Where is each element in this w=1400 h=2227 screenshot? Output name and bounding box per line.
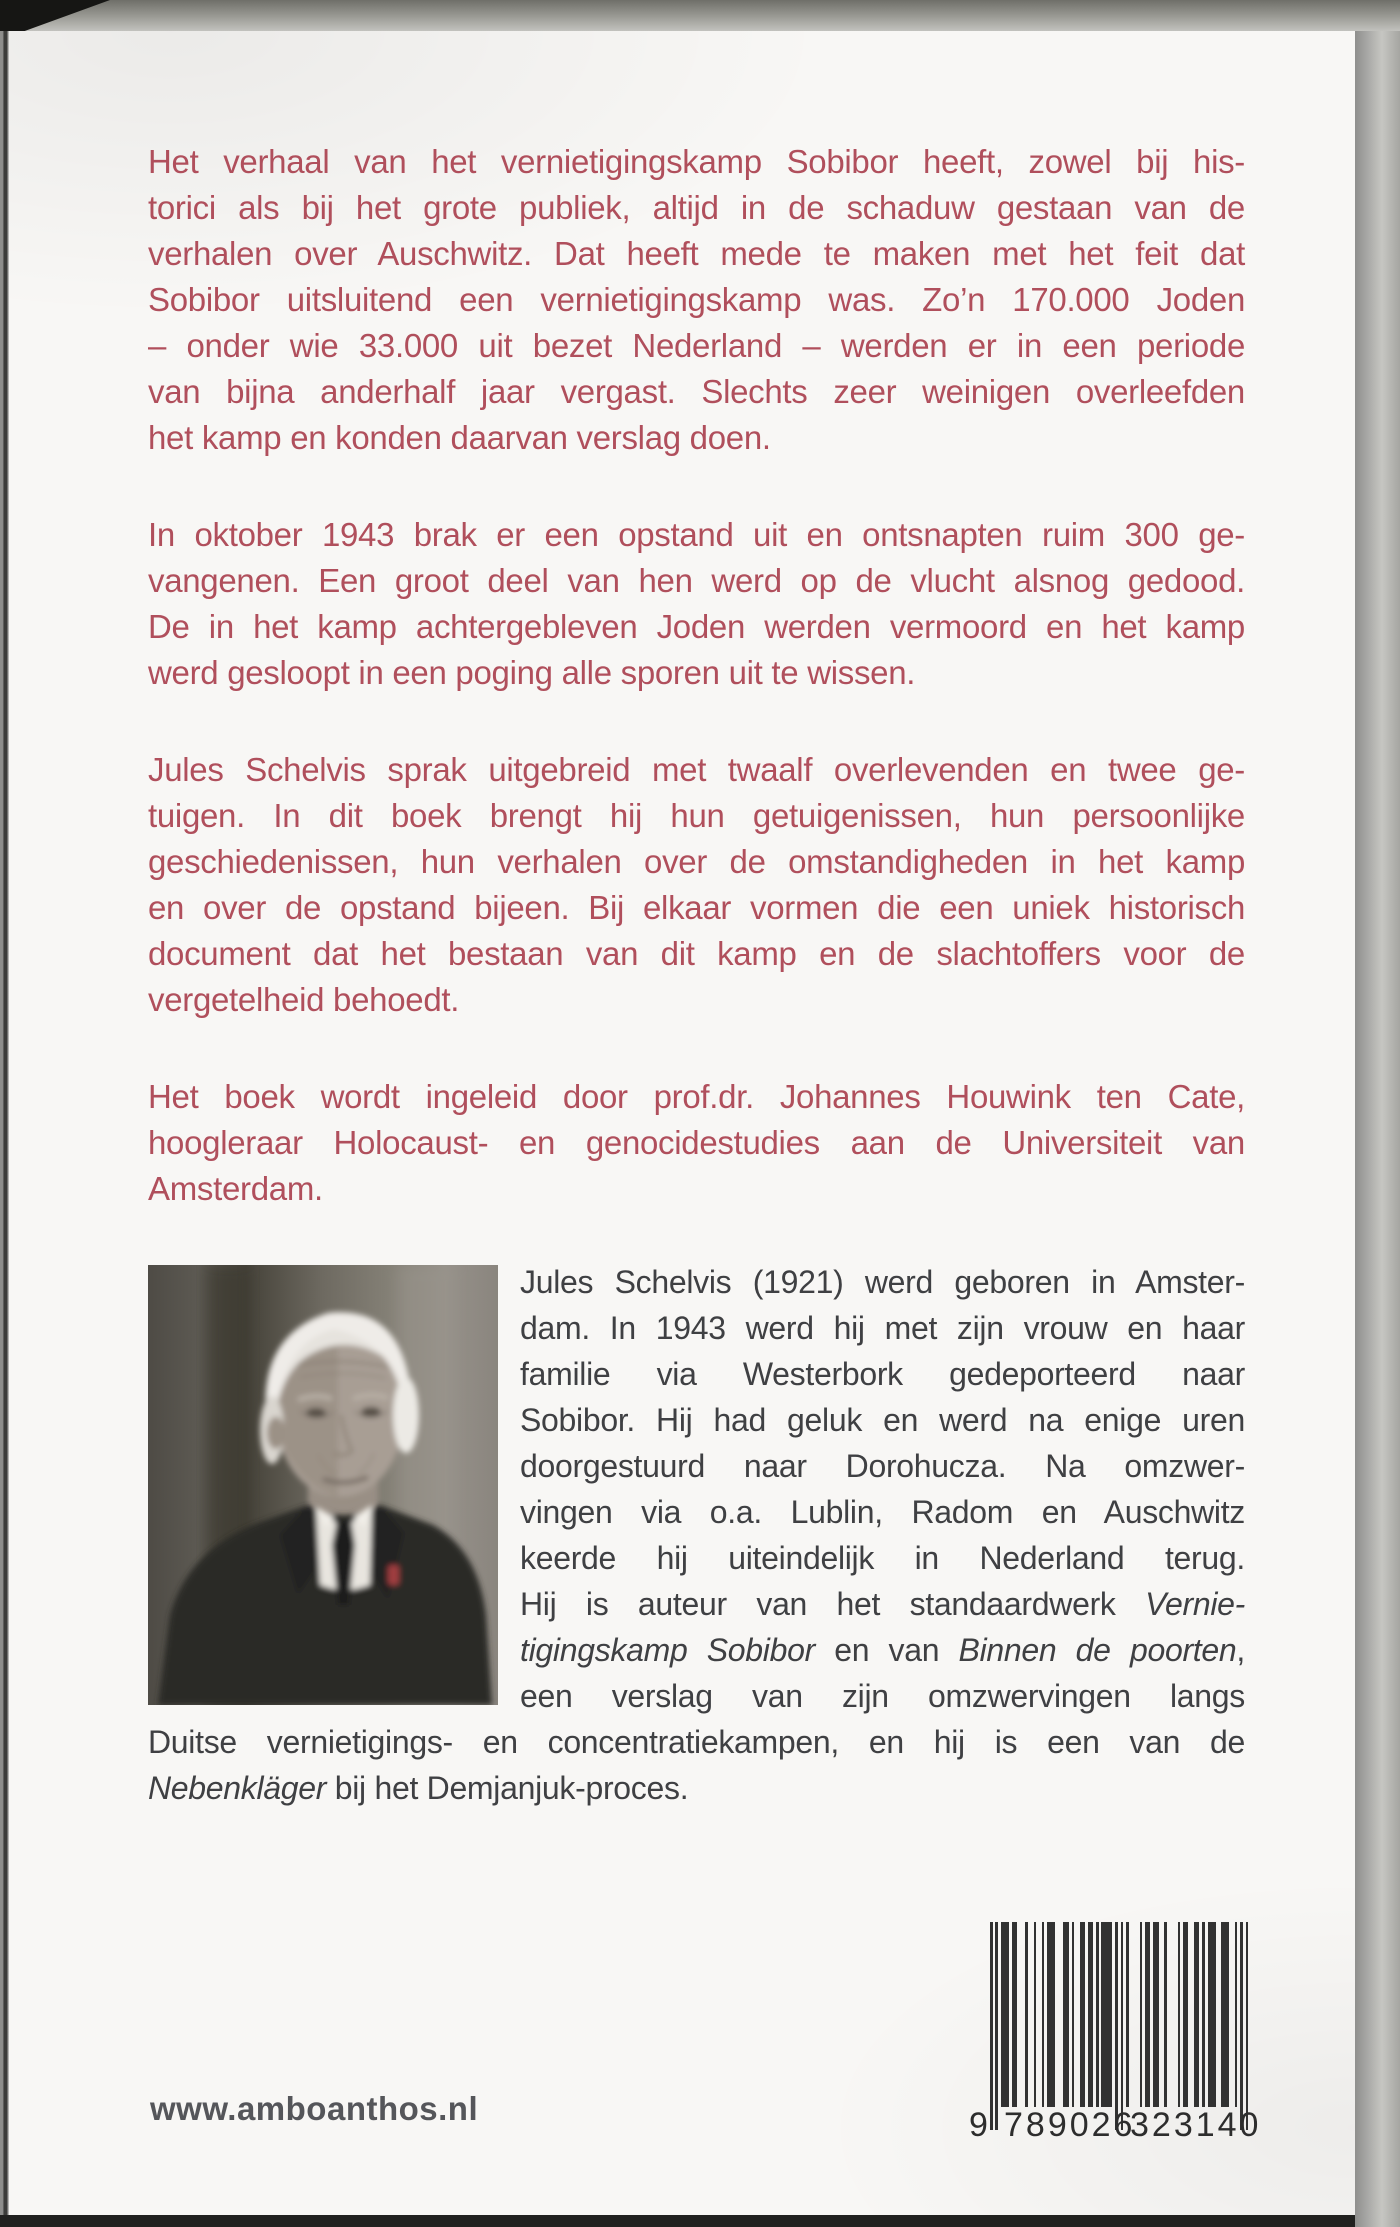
text-line: Sobibor uitsluitend een vernietigingskamp was. Zo’n 170.000 Joden (148, 281, 1245, 318)
cover-surface (9, 31, 1355, 2215)
barcode-bars (990, 1922, 1248, 2130)
isbn-digit-group: 789026 (1004, 2106, 1136, 2144)
text-line: Sobibor. Hij had geluk en werd na enige uren (520, 1402, 1245, 1438)
text-line: Jules Schelvis (1921) werd geboren in Amster- (520, 1264, 1245, 1300)
text-line: hoogleraar Holocaust- en genocidestudies aan de Universiteit van (148, 1124, 1245, 1161)
text-line: dam. In 1943 werd hij met zijn vrouw en haar (520, 1310, 1245, 1346)
text-line: vangenen. Een groot deel van hen werd op de vlucht alsnog gedood. (148, 562, 1245, 599)
text-line: doorgestuurd naar Dorohucza. Na omzwer- (520, 1448, 1245, 1484)
text-line: torici als bij het grote publiek, altijd in de schaduw gestaan van de (148, 189, 1245, 226)
paragraph (148, 747, 1245, 1023)
text-line: Jules Schelvis sprak uitgebreid met twaalf overlevenden en twee ge- (148, 751, 1245, 788)
cover-right-shadow (1355, 31, 1400, 2227)
text-line: document dat het bestaan van dit kamp en de slachtoffers voor de (148, 935, 1245, 972)
text-line: tigingskamp Sobibor en van Binnen de poorten, (520, 1632, 1245, 1668)
text-line: Amsterdam. (148, 1170, 323, 1207)
text-line: een verslag van zijn omzwervingen langs (520, 1678, 1245, 1714)
text-line: De in het kamp achtergebleven Joden werden vermoord en het kamp (148, 608, 1245, 645)
isbn-digit-group: 323140 (1130, 2106, 1262, 2144)
text-line: Duitse vernietigings- en concentratiekampen, en hij is een van de (148, 1724, 1245, 1760)
isbn-digit-group: 9 (969, 2106, 988, 2144)
author-section (148, 1259, 1245, 1811)
blurb (148, 139, 1245, 1212)
text-line: geschiedenissen, hun verhalen over de omstandigheden in het kamp (148, 843, 1245, 880)
cover-left-edge (0, 31, 9, 2215)
text-line: verhalen over Auschwitz. Dat heeft mede te maken met het feit dat (148, 235, 1245, 272)
text-line: In oktober 1943 brak er een opstand uit en ontsnapten ruim 300 ge- (148, 516, 1245, 553)
cover-bottom-edge (0, 2215, 1355, 2227)
text-line: van bijna anderhalf jaar vergast. Slechts zeer weinigen overleefden (148, 373, 1245, 410)
text-line: Het verhaal van het vernietigingskamp Sobibor heeft, zowel bij his- (148, 143, 1245, 180)
text-line: – onder wie 33.000 uit bezet Nederland – werden er in een periode (148, 327, 1245, 364)
text-line: Het boek wordt ingeleid door prof.dr. Johannes Houwink ten Cate, (148, 1078, 1245, 1115)
text-line: vergetelheid behoedt. (148, 981, 460, 1018)
author-photo (148, 1265, 498, 1705)
text-line: het kamp en konden daarvan verslag doen. (148, 419, 771, 456)
text-line: keerde hij uiteindelijk in Nederland terug. (520, 1540, 1245, 1576)
paragraph (148, 1074, 1245, 1212)
text-line: Hij is auteur van het standaardwerk Vernie- (520, 1586, 1245, 1622)
text-line: en over de opstand bijeen. Bij elkaar vormen die een uniek historisch (148, 889, 1245, 926)
text-line: Nebenkläger bij het Demjanjuk-proces. (148, 1770, 689, 1806)
text-line: tuigen. In dit boek brengt hij hun getuigenissen, hun persoonlijke (148, 797, 1245, 834)
author-portrait-image (148, 1265, 498, 1705)
paragraph (148, 512, 1245, 696)
barcode-bar (1246, 1922, 1249, 2130)
paragraph (148, 139, 1245, 461)
book-page-edges (0, 0, 1400, 31)
isbn-digits (969, 2106, 1262, 2148)
text-line: vingen via o.a. Lublin, Radom en Auschwitz (520, 1494, 1245, 1530)
publisher-website: www.amboanthos.nl (150, 2090, 479, 2127)
text-line: werd gesloopt in een poging alle sporen uit te wissen. (148, 654, 916, 691)
text-line: familie via Westerbork gedeporteerd naar (520, 1356, 1245, 1392)
isbn-barcode (944, 1922, 1274, 2182)
